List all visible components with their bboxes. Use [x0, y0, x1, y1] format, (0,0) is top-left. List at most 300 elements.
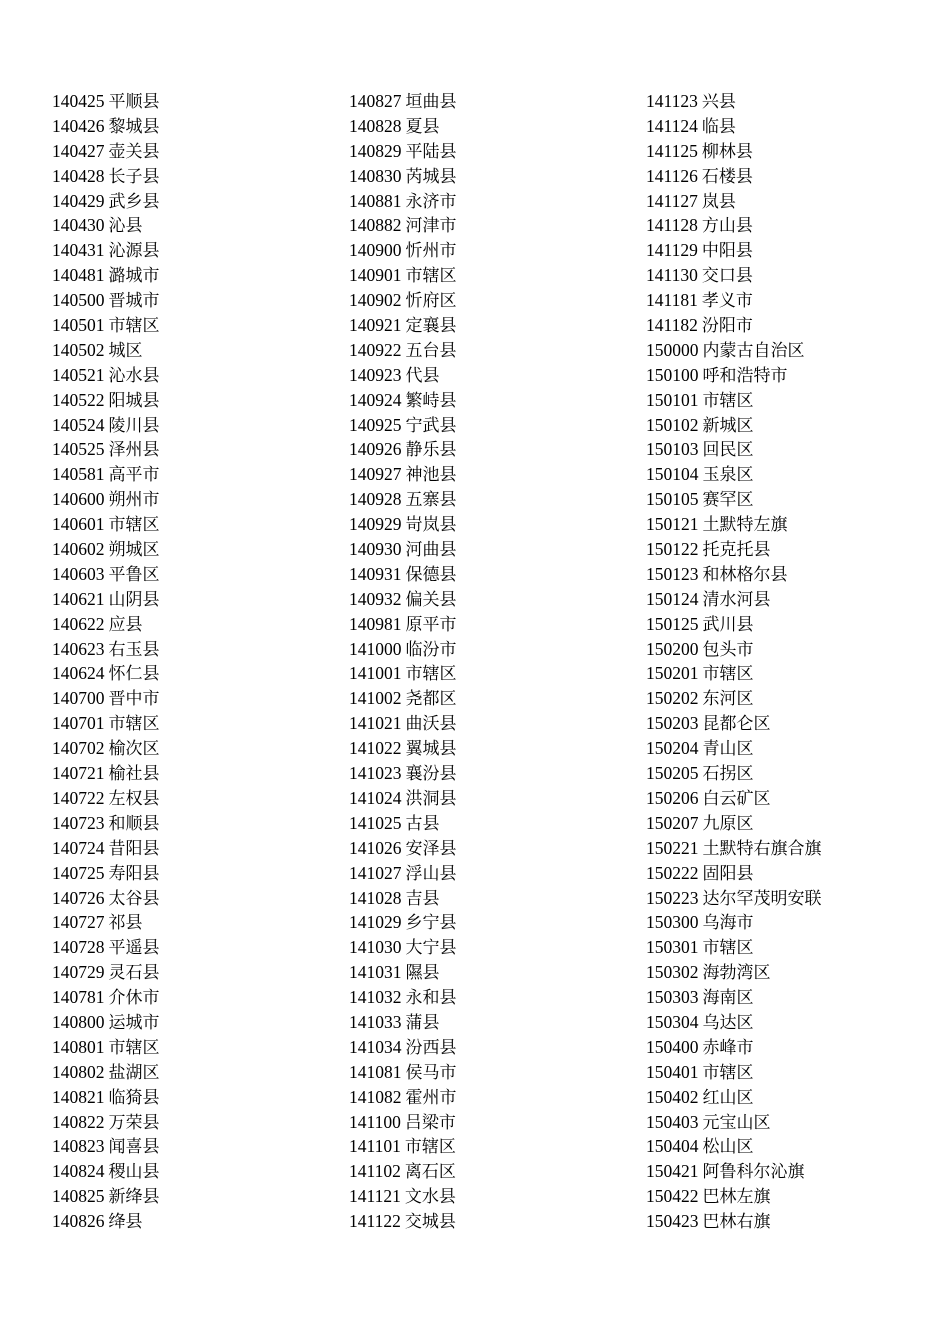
region-code: 140927	[349, 464, 402, 485]
region-code: 141002	[349, 688, 402, 709]
region-code: 150400	[646, 1036, 699, 1057]
region-entry	[52, 437, 160, 462]
region-name: 忻府区	[405, 291, 457, 312]
region-entry	[52, 388, 160, 413]
region-entry	[349, 537, 457, 562]
region-entry	[646, 313, 822, 338]
region-name: 市辖区	[702, 1062, 754, 1083]
region-entry	[646, 761, 822, 786]
region-name: 市辖区	[405, 664, 457, 685]
region-name: 松山区	[702, 1137, 754, 1158]
region-entry	[646, 462, 822, 487]
region-code: 141181	[646, 290, 698, 311]
region-entry	[646, 786, 822, 811]
region-code: 141121	[349, 1186, 401, 1207]
region-name: 沁水县	[108, 365, 160, 386]
region-entry	[52, 661, 160, 686]
region-entry	[349, 587, 457, 612]
region-entry	[52, 1110, 160, 1135]
region-entry	[349, 413, 457, 438]
region-code: 140427	[52, 140, 105, 161]
region-code: 150301	[646, 937, 699, 958]
region-code: 140724	[52, 837, 105, 858]
region-entry	[646, 413, 822, 438]
region-name: 海南区	[702, 988, 754, 1009]
region-code: 140581	[52, 464, 105, 485]
region-entry	[52, 512, 160, 537]
region-code: 150222	[646, 862, 699, 883]
region-entry	[349, 637, 457, 662]
region-name: 汾西县	[405, 1037, 457, 1058]
region-name: 吕梁市	[404, 1112, 456, 1133]
region-entry	[646, 836, 822, 861]
region-code: 150104	[646, 464, 699, 485]
region-entry	[349, 89, 457, 114]
region-name: 永和县	[405, 988, 457, 1009]
region-code: 140600	[52, 489, 105, 510]
region-name: 朔州市	[108, 490, 160, 511]
region-code: 140902	[349, 290, 402, 311]
region-code: 141031	[349, 962, 402, 983]
region-entry	[52, 164, 160, 189]
region-entry	[349, 512, 457, 537]
region-entry	[349, 1110, 457, 1135]
region-code: 140830	[349, 165, 402, 186]
region-entry	[52, 637, 160, 662]
region-code: 140525	[52, 439, 105, 460]
region-code: 150303	[646, 987, 699, 1008]
region-entry	[349, 910, 457, 935]
region-name: 泽州县	[108, 440, 160, 461]
region-name: 市辖区	[702, 390, 754, 411]
region-code: 141123	[646, 91, 698, 111]
region-code: 140924	[349, 389, 402, 410]
region-name: 市辖区	[108, 316, 160, 337]
region-code: 150124	[646, 588, 699, 609]
region-code: 150401	[646, 1061, 699, 1082]
region-code: 140601	[52, 514, 105, 535]
region-entry	[349, 487, 457, 512]
region-code: 140930	[349, 539, 402, 560]
region-entry	[52, 935, 160, 960]
region-name: 昆都仑区	[702, 714, 771, 735]
region-name: 市辖区	[702, 938, 754, 959]
region-name: 霍州市	[405, 1087, 457, 1108]
region-name: 蒲县	[405, 1012, 440, 1033]
region-name: 稷山县	[108, 1162, 160, 1183]
region-name: 静乐县	[405, 440, 457, 461]
region-entry	[52, 338, 160, 363]
region-code: 140923	[349, 364, 402, 385]
region-code: 140729	[52, 962, 105, 983]
region-name: 东河区	[702, 689, 754, 710]
region-entry	[349, 164, 457, 189]
region-code: 140623	[52, 638, 105, 659]
region-name: 巴林右旗	[702, 1212, 771, 1233]
region-entry	[646, 1159, 822, 1184]
region-code: 150201	[646, 663, 699, 684]
region-name: 平鲁区	[108, 564, 160, 585]
region-entry	[349, 1085, 457, 1110]
region-code: 140901	[349, 265, 402, 286]
region-entry	[646, 686, 822, 711]
region-name: 夏县	[405, 116, 440, 137]
region-name: 河曲县	[405, 540, 457, 561]
region-code: 150300	[646, 912, 699, 933]
column-3	[646, 89, 822, 1234]
region-name: 石拐区	[702, 764, 754, 785]
region-name: 安泽县	[405, 838, 457, 859]
region-entry	[52, 263, 160, 288]
region-code: 140828	[349, 115, 402, 136]
region-name: 运城市	[108, 1012, 160, 1033]
region-entry	[349, 686, 457, 711]
region-name: 土默特右旗合旗	[702, 838, 822, 859]
region-code: 141025	[349, 812, 402, 833]
region-name: 赤峰市	[702, 1037, 754, 1058]
region-name: 巴林左旗	[702, 1187, 771, 1208]
region-entry	[646, 711, 822, 736]
region-code: 140826	[52, 1211, 105, 1232]
region-code: 150205	[646, 763, 699, 784]
region-name: 晋城市	[108, 291, 160, 312]
region-entry	[349, 661, 457, 686]
region-code: 150402	[646, 1086, 699, 1107]
region-code: 150302	[646, 962, 699, 983]
region-entry	[646, 587, 822, 612]
region-name: 沁县	[108, 216, 143, 237]
region-name: 五台县	[405, 340, 457, 361]
region-entry	[646, 1010, 822, 1035]
region-entry	[646, 886, 822, 911]
region-entry	[349, 189, 457, 214]
region-code: 140822	[52, 1111, 105, 1132]
region-name: 土默特左旗	[702, 515, 788, 536]
region-name: 左权县	[108, 788, 160, 809]
region-name: 平顺县	[108, 92, 160, 112]
region-code: 141126	[646, 165, 698, 186]
region-name: 柳林县	[701, 141, 753, 162]
region-name: 昔阳县	[108, 838, 160, 859]
region-code: 140802	[52, 1061, 105, 1082]
region-entry	[52, 89, 160, 114]
region-name: 和顺县	[108, 813, 160, 834]
region-code: 141029	[349, 912, 402, 933]
region-entry	[646, 338, 822, 363]
region-code: 140428	[52, 165, 105, 186]
region-code: 141024	[349, 787, 402, 808]
region-entry	[52, 910, 160, 935]
region-name: 壶关县	[108, 141, 160, 162]
region-code: 141129	[646, 240, 698, 261]
region-name: 武川县	[702, 614, 754, 635]
region-name: 孝义市	[701, 291, 753, 312]
region-code: 141125	[646, 140, 698, 161]
region-entry	[52, 1060, 160, 1085]
region-name: 市辖区	[108, 714, 160, 735]
region-name: 平遥县	[108, 938, 160, 959]
region-code: 140922	[349, 339, 402, 360]
region-entry	[349, 861, 457, 886]
region-name: 长子县	[108, 166, 160, 187]
region-name: 芮城县	[405, 166, 457, 187]
region-entry	[52, 886, 160, 911]
region-entry	[646, 1035, 822, 1060]
region-name: 盐湖区	[108, 1062, 160, 1083]
region-code: 140723	[52, 812, 105, 833]
region-code: 140925	[349, 414, 402, 435]
region-entry	[52, 213, 160, 238]
region-code: 141027	[349, 862, 402, 883]
region-entry	[646, 512, 822, 537]
region-name: 潞城市	[108, 266, 160, 287]
region-name: 黎城县	[108, 116, 160, 137]
region-code: 150423	[646, 1211, 699, 1232]
region-code: 141102	[349, 1161, 401, 1182]
region-code: 141122	[349, 1211, 401, 1232]
region-name: 宁武县	[405, 415, 457, 436]
region-name: 定襄县	[405, 316, 457, 337]
region-entry	[349, 1209, 457, 1234]
region-code: 140431	[52, 240, 105, 261]
region-code: 140603	[52, 563, 105, 584]
region-name: 陵川县	[108, 415, 160, 436]
region-entry	[646, 139, 822, 164]
column-1	[52, 89, 160, 1234]
region-entry	[646, 612, 822, 637]
region-code: 150203	[646, 713, 699, 734]
region-code: 140900	[349, 240, 402, 261]
region-entry	[52, 313, 160, 338]
region-code: 140721	[52, 763, 105, 784]
region-code: 141028	[349, 887, 402, 908]
region-name: 寿阳县	[108, 863, 160, 884]
region-entry	[52, 836, 160, 861]
region-entry	[349, 960, 457, 985]
region-entry	[52, 487, 160, 512]
region-name: 市辖区	[108, 515, 160, 536]
region-entry	[646, 89, 822, 114]
region-entry	[646, 388, 822, 413]
region-entry	[52, 1159, 160, 1184]
region-entry	[646, 985, 822, 1010]
region-entry	[349, 1010, 457, 1035]
region-code: 140981	[349, 613, 402, 634]
region-entry	[646, 811, 822, 836]
region-entry	[52, 786, 160, 811]
region-entry	[52, 1134, 160, 1159]
region-entry	[349, 1159, 457, 1184]
region-entry	[52, 462, 160, 487]
region-code: 141100	[349, 1111, 401, 1132]
region-entry	[52, 761, 160, 786]
region-name: 内蒙古自治区	[702, 340, 805, 361]
region-entry	[646, 537, 822, 562]
region-code: 140801	[52, 1036, 105, 1057]
region-name: 呼和浩特市	[702, 365, 788, 386]
region-name: 市辖区	[702, 664, 754, 685]
region-entry	[646, 288, 822, 313]
region-name: 榆社县	[108, 764, 160, 785]
region-entry	[349, 139, 457, 164]
region-code: 150000	[646, 339, 699, 360]
region-entry	[646, 935, 822, 960]
region-name: 新城区	[702, 415, 754, 436]
region-code: 140702	[52, 738, 105, 759]
region-entry	[52, 288, 160, 313]
region-code: 140882	[349, 215, 402, 236]
region-code: 150304	[646, 1011, 699, 1032]
region-entry	[52, 711, 160, 736]
region-entry	[52, 811, 160, 836]
region-name: 海勃湾区	[702, 963, 771, 984]
region-name: 介休市	[108, 988, 160, 1009]
region-code: 140932	[349, 588, 402, 609]
region-name: 清水河县	[702, 589, 771, 610]
region-entry	[646, 1110, 822, 1135]
region-code: 140725	[52, 862, 105, 883]
region-name: 沁源县	[108, 241, 160, 262]
region-code: 140426	[52, 115, 105, 136]
region-code: 150422	[646, 1186, 699, 1207]
region-entry	[646, 263, 822, 288]
region-entry	[349, 114, 457, 139]
region-name: 离石区	[404, 1162, 456, 1183]
region-code: 141023	[349, 763, 402, 784]
region-entry	[349, 1035, 457, 1060]
region-entry	[646, 1134, 822, 1159]
region-code: 150122	[646, 539, 699, 560]
region-name: 九原区	[702, 813, 754, 834]
region-entry	[52, 1184, 160, 1209]
region-code: 150103	[646, 439, 699, 460]
region-entry	[349, 786, 457, 811]
region-code: 150206	[646, 787, 699, 808]
region-name: 襄汾县	[405, 764, 457, 785]
region-entry	[646, 960, 822, 985]
region-entry	[52, 413, 160, 438]
region-name: 中阳县	[701, 241, 753, 262]
region-name: 代县	[405, 365, 440, 386]
region-code: 150200	[646, 638, 699, 659]
region-name: 交口县	[701, 266, 753, 287]
region-code: 150102	[646, 414, 699, 435]
region-code: 141124	[646, 115, 698, 136]
region-code: 141127	[646, 190, 698, 211]
region-name: 乡宁县	[405, 913, 457, 934]
region-code: 140521	[52, 364, 105, 385]
region-code: 140429	[52, 190, 105, 211]
region-name: 原平市	[405, 614, 457, 635]
region-name: 古县	[405, 813, 440, 834]
region-code: 150105	[646, 489, 699, 510]
region-entry	[646, 562, 822, 587]
region-entry	[349, 437, 457, 462]
region-code: 140722	[52, 787, 105, 808]
region-name: 白云矿区	[702, 788, 771, 809]
region-entry	[646, 637, 822, 662]
region-code: 140928	[349, 489, 402, 510]
region-name: 阳城县	[108, 390, 160, 411]
region-name: 榆次区	[108, 739, 160, 760]
region-code: 150101	[646, 389, 699, 410]
region-entry	[349, 263, 457, 288]
region-name: 城区	[108, 340, 143, 361]
region-name: 晋中市	[108, 689, 160, 710]
region-name: 山阴县	[108, 589, 160, 610]
region-entry	[349, 313, 457, 338]
region-entry	[52, 612, 160, 637]
region-name: 侯马市	[405, 1062, 457, 1083]
region-entry	[646, 1209, 822, 1234]
region-code: 150207	[646, 812, 699, 833]
region-name: 忻州市	[405, 241, 457, 262]
region-code: 140824	[52, 1161, 105, 1182]
region-name: 和林格尔县	[702, 564, 788, 585]
region-entry	[52, 1209, 160, 1234]
region-code: 140624	[52, 663, 105, 684]
region-entry	[646, 861, 822, 886]
region-name: 大宁县	[405, 938, 457, 959]
region-code: 141022	[349, 738, 402, 759]
region-entry	[349, 985, 457, 1010]
region-entry	[646, 1085, 822, 1110]
region-entry	[646, 213, 822, 238]
region-name: 隰县	[405, 963, 440, 984]
column-2	[349, 89, 457, 1234]
region-entry	[52, 189, 160, 214]
region-code: 140727	[52, 912, 105, 933]
region-entry	[646, 164, 822, 189]
region-code: 140728	[52, 937, 105, 958]
region-name: 市辖区	[405, 266, 457, 287]
region-name: 繁峙县	[405, 390, 457, 411]
region-entry	[646, 189, 822, 214]
region-entry	[52, 736, 160, 761]
region-code: 150202	[646, 688, 699, 709]
region-entry	[52, 363, 160, 388]
region-code: 150204	[646, 738, 699, 759]
region-name: 临县	[701, 116, 736, 137]
region-code: 140622	[52, 613, 105, 634]
region-entry	[52, 861, 160, 886]
region-name: 应县	[108, 614, 143, 635]
region-code: 141081	[349, 1061, 402, 1082]
region-entry	[349, 1060, 457, 1085]
region-name: 汾阳市	[701, 316, 753, 337]
region-code: 140781	[52, 987, 105, 1008]
region-code: 140881	[349, 190, 402, 211]
region-name: 河津市	[405, 216, 457, 237]
region-name: 玉泉区	[702, 465, 754, 486]
region-code: 140430	[52, 215, 105, 236]
region-name: 太谷县	[108, 888, 160, 909]
region-code: 141026	[349, 837, 402, 858]
region-name: 平陆县	[405, 141, 457, 162]
region-name: 曲沃县	[405, 714, 457, 735]
region-name: 偏关县	[405, 589, 457, 610]
region-entry	[349, 811, 457, 836]
region-name: 石楼县	[701, 166, 753, 187]
region-entry	[52, 238, 160, 263]
region-code: 141033	[349, 1011, 402, 1032]
region-code: 140524	[52, 414, 105, 435]
region-name: 高平市	[108, 465, 160, 486]
region-name: 临猗县	[108, 1087, 160, 1108]
region-code: 141030	[349, 937, 402, 958]
region-name: 保德县	[405, 564, 457, 585]
region-name: 方山县	[701, 216, 753, 237]
